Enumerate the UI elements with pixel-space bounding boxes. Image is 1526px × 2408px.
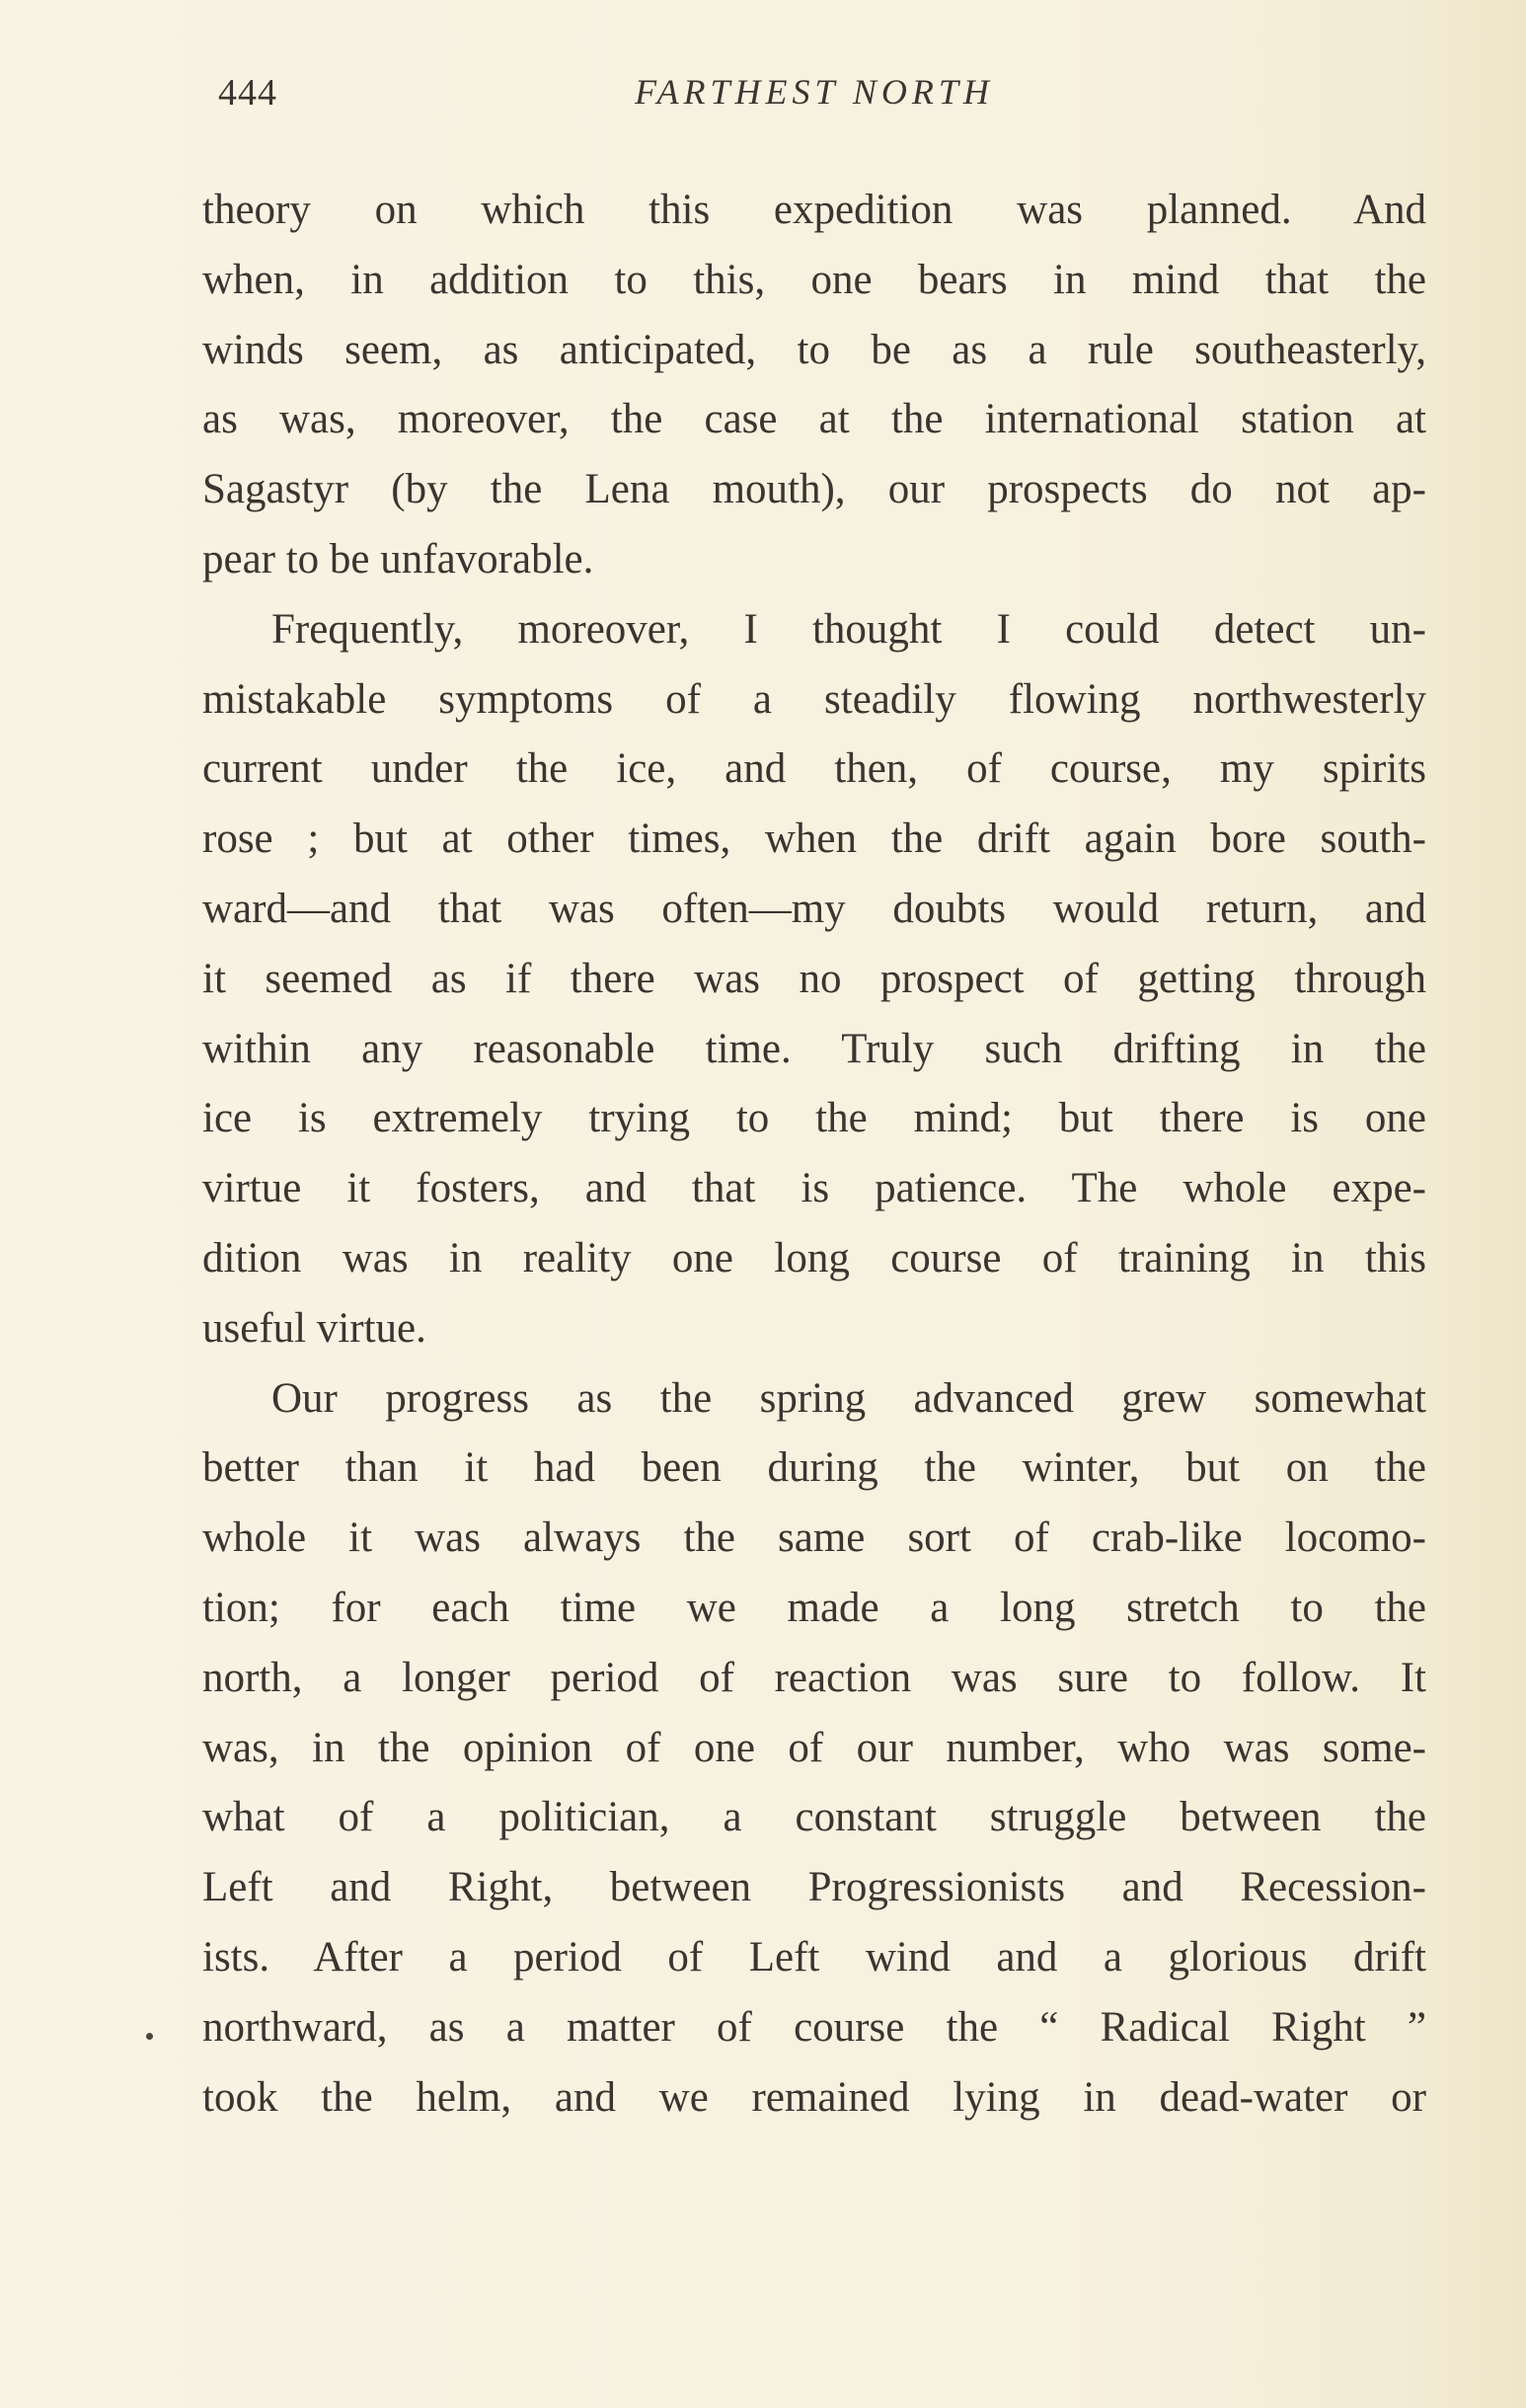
text-line: theory on which this expedition was planned. And (202, 187, 1426, 233)
text-line: ists. After a period of Left wind and a glorious drift (202, 1933, 1426, 1981)
text-line: took the helm, and we remained lying in dead-water or (202, 2073, 1426, 2121)
paragraph-first-line: Our progress as the spring advanced grew somewhat (271, 1374, 1426, 1422)
paragraph-first-line: Frequently, moreover, I thought I could detect un- (271, 605, 1426, 653)
text-line: dition was in reality one long course of training in this (202, 1234, 1426, 1282)
text-line: pear to be unfavorable. (202, 535, 594, 583)
text-line: within any reasonable time. Truly such drifting in the (202, 1025, 1426, 1072)
text-line: whole it was always the same sort of crab-like locomo- (202, 1515, 1426, 1562)
text-line: ward—and that was often—my doubts would return, and (202, 885, 1426, 932)
page-number: 444 (218, 72, 277, 114)
text-line: it seemed as if there was no prospect of getting through (202, 955, 1426, 1002)
text-line: as was, moreover, the case at the international station at (202, 396, 1426, 443)
text-line: current under the ice, and then, of course, my spirits (202, 745, 1426, 793)
text-line: winds seem, as anticipated, to be as a rule southeasterly, (202, 326, 1426, 373)
text-line: useful virtue. (202, 1304, 426, 1352)
text-line: when, in addition to this, one bears in mind that the (202, 256, 1426, 303)
running-title: FARTHEST NORTH (635, 72, 994, 112)
text-line: north, a longer period of reaction was sure to follow. It (202, 1654, 1426, 1701)
text-line: Left and Right, between Progressionists and Recession- (202, 1864, 1426, 1911)
text-line: ice is extremely trying to the mind; but there is one (202, 1095, 1426, 1142)
text-line: virtue it fosters, and that is patience. The whole expe- (202, 1165, 1426, 1212)
text-line: mistakable symptoms of a steadily flowing northwesterly (202, 675, 1426, 723)
running-head (202, 71, 1426, 130)
text-line: what of a politician, a constant struggle between the (202, 1794, 1426, 1841)
text-line: better than it had been during the winter, but on the (202, 1444, 1426, 1492)
text-line: tion; for each time we made a long stretch to the (202, 1584, 1426, 1631)
body-text (202, 176, 1426, 2133)
text-line: Sagastyr (by the Lena mouth), our prospects do not ap- (202, 466, 1426, 513)
text-line: was, in the opinion of one of our number, who was some- (202, 1724, 1426, 1771)
margin-dot (146, 2033, 153, 2040)
text-line: northward, as a matter of course the “ Radical Right ” (202, 2003, 1426, 2051)
text-line: rose ; but at other times, when the drift again bore south- (202, 816, 1426, 863)
